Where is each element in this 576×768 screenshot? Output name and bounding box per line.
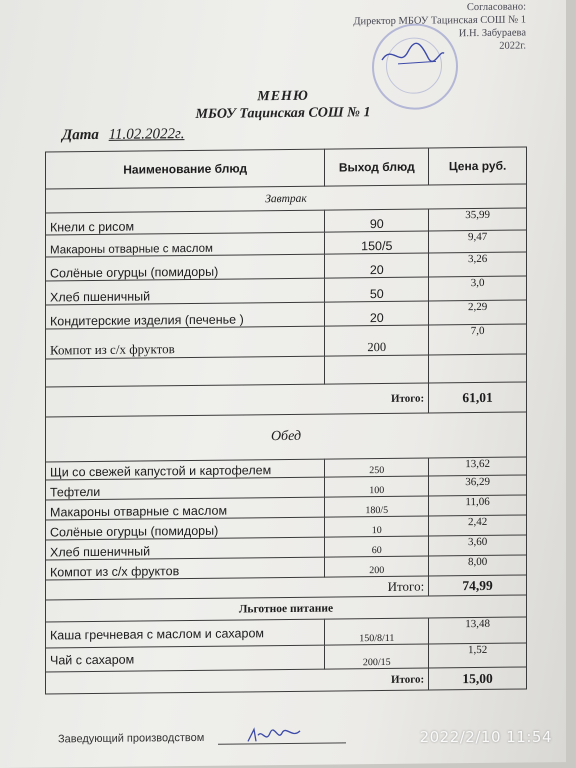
dish-price: 9,47 (429, 230, 527, 253)
dish-price: 1,52 (429, 643, 527, 668)
date-label: Дата (62, 126, 99, 144)
dish-price: 2,42 (429, 515, 527, 536)
approval-person: И.Н. Забураева (458, 27, 526, 40)
dish-name: Тефтели (46, 477, 325, 500)
dish-output: 20 (325, 253, 429, 278)
dish-price: 2,29 (429, 300, 527, 325)
dish-name: Хлеб пшеничный (46, 537, 325, 560)
header-dish: Наименование блюд (46, 149, 325, 189)
breakfast-total: 61,01 (429, 382, 527, 413)
dish-name: Каша гречневая с маслом и сахаром (46, 619, 325, 648)
dish-price: 11,06 (429, 495, 527, 516)
total-label: Итого: (46, 383, 429, 417)
benefit-total-row (46, 667, 527, 694)
dish-name: Кондитерские изделия (печенье ) (46, 302, 325, 329)
menu-date (62, 126, 184, 144)
section-lunch: Обед (46, 412, 527, 462)
dish-output: 20 (325, 301, 429, 326)
dish-name: Хлеб пшеничный (46, 278, 325, 305)
section-benefit: Льготное питание (46, 595, 527, 622)
dish-name: Солёные огурцы (помидоры) (46, 517, 325, 540)
dish-name: Макароны отварные с маслом (46, 232, 325, 257)
dish-name: Компот из с/х фруктов (46, 557, 325, 580)
lunch-total: 74,99 (429, 575, 527, 596)
dish-name: Макароны отварные с маслом (46, 497, 325, 520)
dish-price: 3,60 (429, 535, 527, 556)
dish-output: 200/15 (325, 644, 429, 669)
header-output: Выход блюд (325, 148, 429, 186)
dish-output: 150/5 (325, 231, 429, 254)
dish-price: 13,62 (429, 457, 527, 476)
dish-name: Чай с сахаром (46, 645, 325, 672)
dish-price: 3,0 (429, 276, 527, 301)
dish-name: Щи со свежей капустой и картофелем (46, 459, 325, 480)
dish-output: 200 (325, 325, 429, 356)
dish-price: 35,99 (429, 208, 527, 231)
section-breakfast: Завтрак (46, 184, 527, 213)
production-head-signature (244, 725, 304, 746)
benefit-total: 15,00 (429, 667, 527, 690)
total-label: Итого: (46, 668, 429, 694)
table-header-row (46, 147, 527, 189)
production-head-label: Заведующий производством (58, 731, 205, 746)
menu-title: МЕНЮ (257, 88, 309, 105)
dish-output: 60 (325, 536, 429, 557)
date-value: 11.02.2022г. (108, 126, 185, 143)
dish-output: 180/5 (325, 496, 429, 517)
dish-name: Солёные огурцы (помидоры) (46, 254, 325, 281)
approval-block (306, 0, 526, 54)
dish-price: 3,26 (429, 252, 527, 277)
dish-output: 250 (325, 458, 429, 477)
dish-output: 200 (325, 556, 429, 577)
total-label: Итого: (46, 576, 429, 600)
dish-price: 7,0 (429, 324, 527, 355)
dish-output: 90 (325, 209, 429, 232)
dish-output: 150/8/11 (325, 618, 429, 645)
school-name: МБОУ Тацинская СОШ № 1 (195, 105, 371, 122)
dish-price: 36,29 (429, 475, 527, 496)
dish-output: 10 (325, 516, 429, 537)
dish-name: Компот из с/х фруктов (46, 326, 325, 359)
approval-heading: Согласовано: (466, 1, 526, 14)
dish-price: 13,48 (429, 617, 527, 644)
dish-output: 50 (325, 277, 429, 302)
photo-timestamp: 2022/2/10 11:54 (419, 728, 552, 746)
dish-output: 100 (325, 476, 429, 497)
dish-price: 8,00 (429, 555, 527, 576)
approval-position: Директор МБОУ Тацинская СОШ № 1 (353, 14, 526, 28)
approval-year: 2022г. (499, 40, 526, 52)
menu-table (45, 146, 527, 694)
header-price: Цена руб. (429, 147, 527, 185)
dish-name: Кнели с рисом (46, 210, 325, 235)
